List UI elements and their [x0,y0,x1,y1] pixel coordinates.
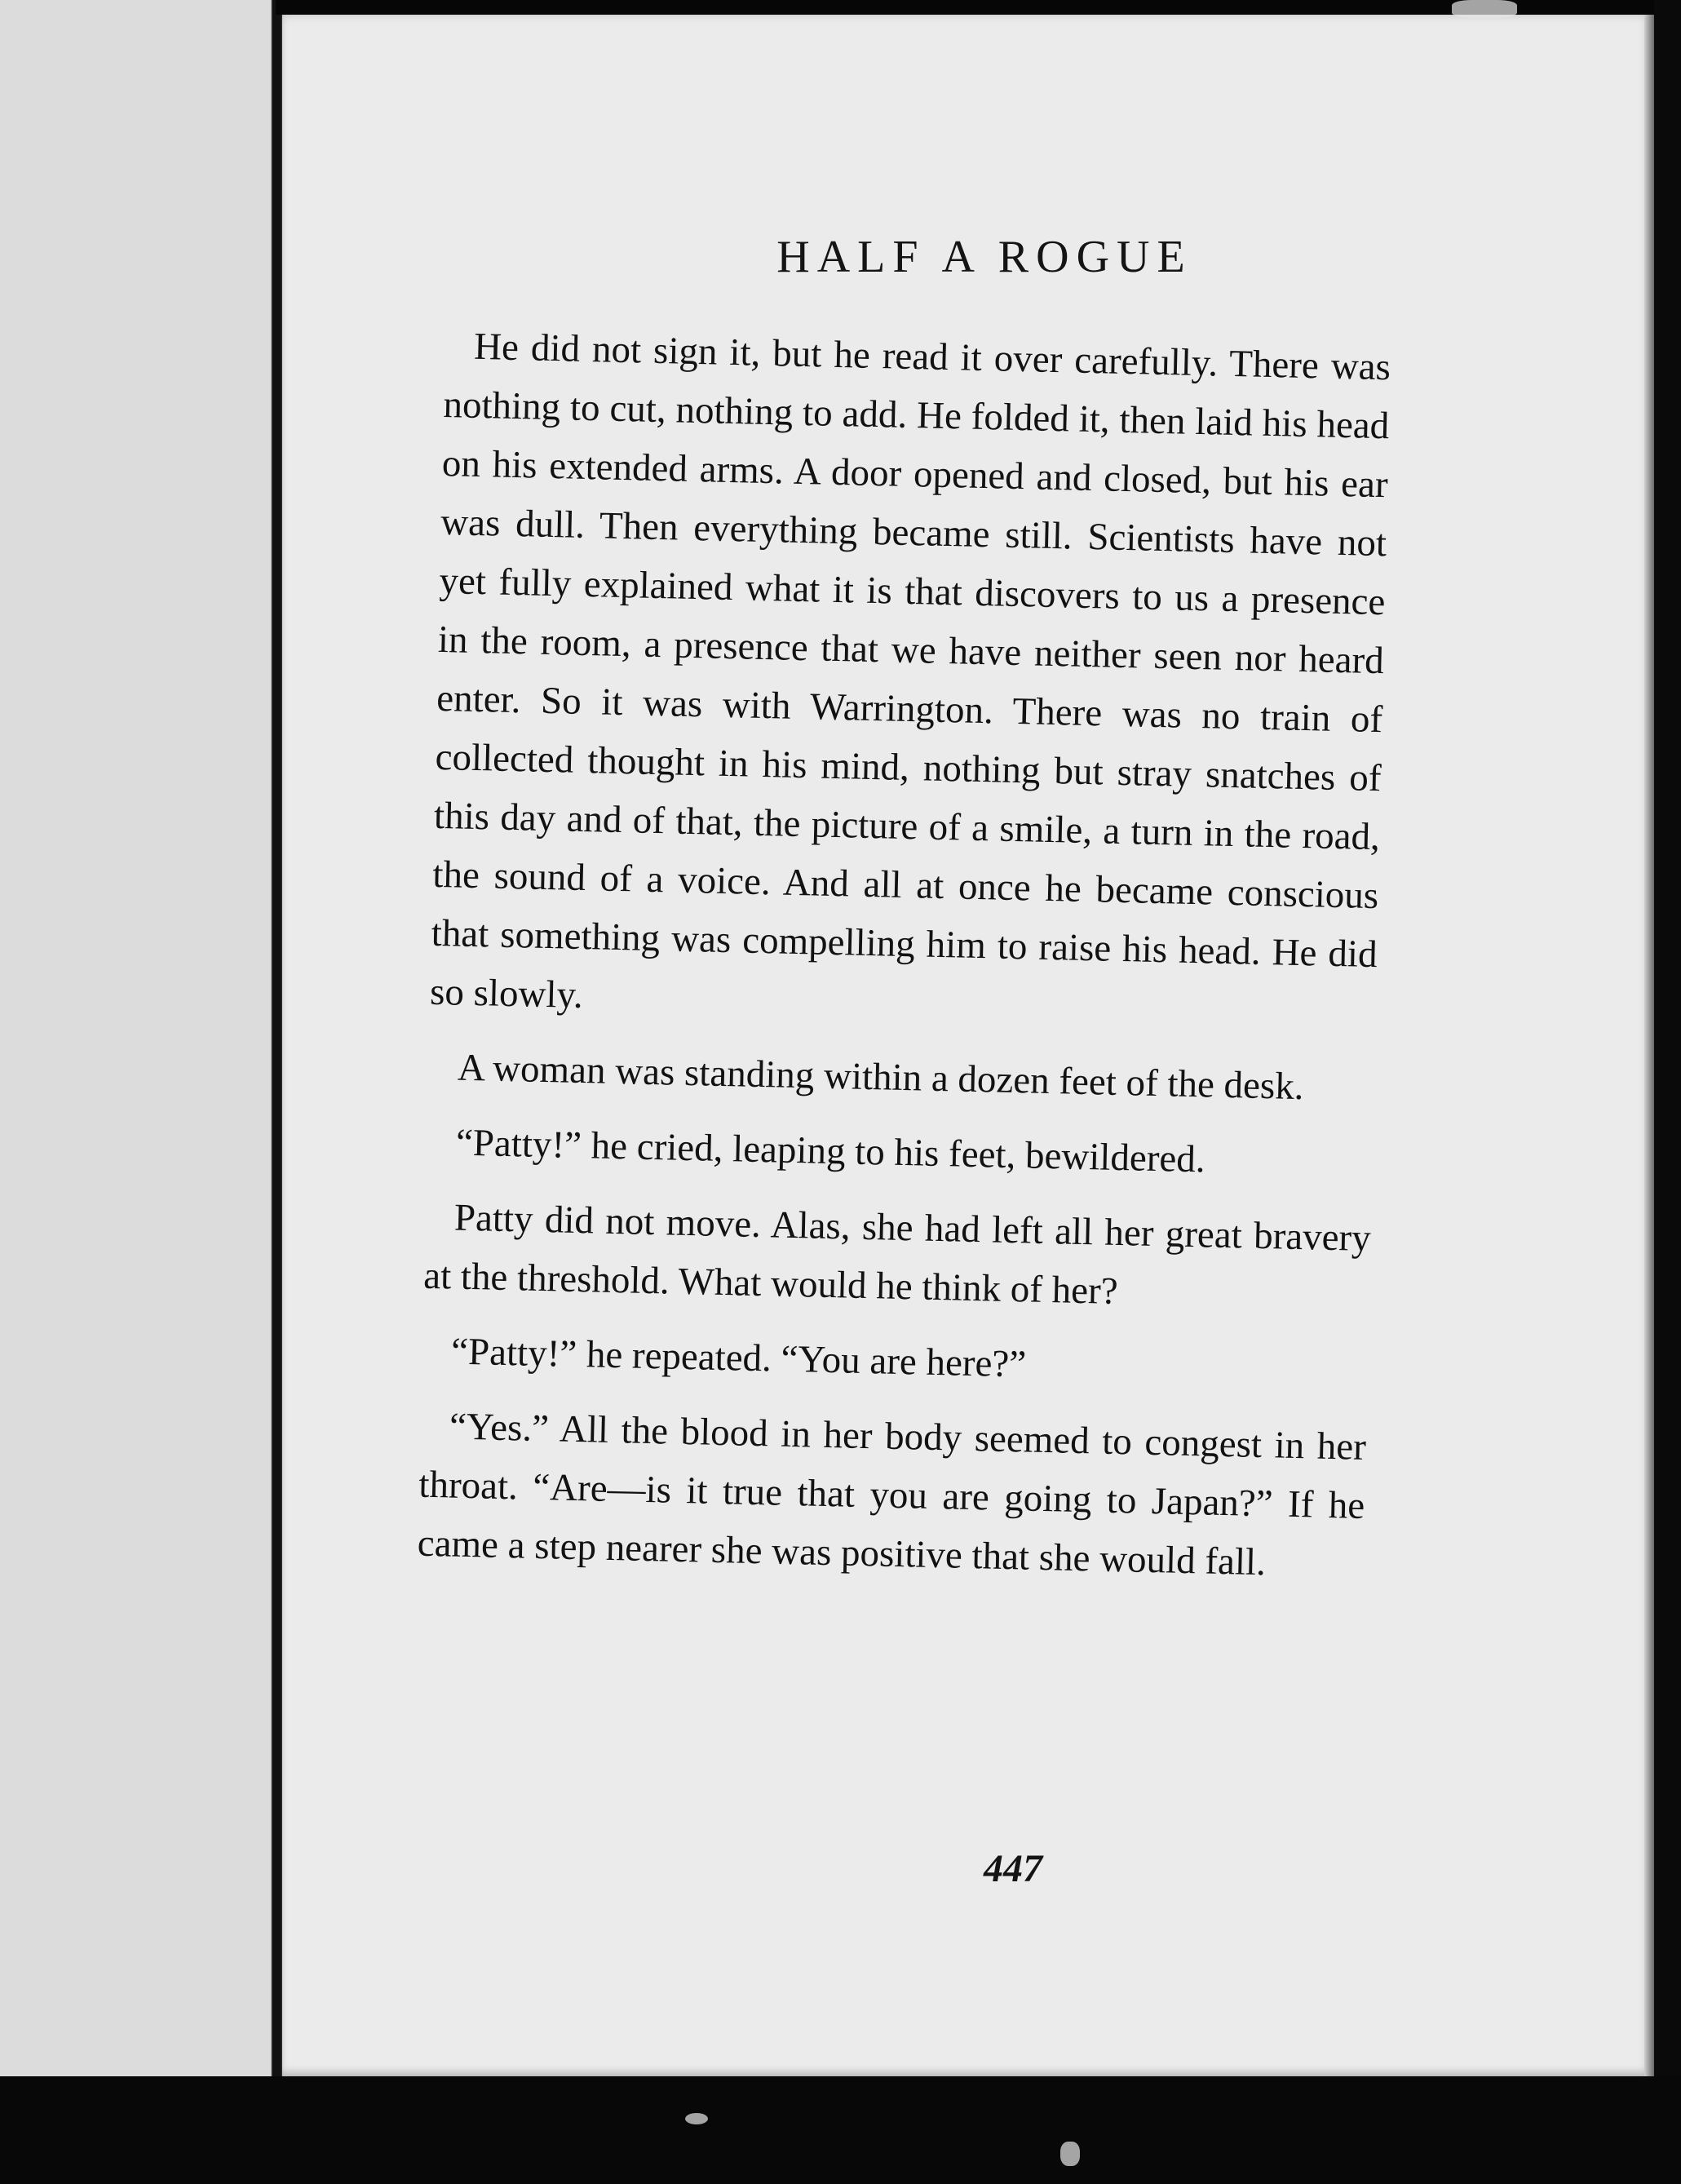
scan-background-right [1654,0,1681,2184]
page-edge-shadow [1644,15,1654,2076]
book-spine [222,0,282,2184]
scan-background-bottom [0,2076,1681,2184]
book-page [282,15,1654,2076]
paragraph: “Patty!” he cried, leaping to his feet, bewildered. [455,1121,1206,1181]
paragraph: “Patty!” he repeated. “You are here?” [450,1330,1027,1386]
scan-artifact [1060,2142,1080,2166]
paragraph: “Yes.” All the blood in her body seemed to congest in her throat. “Are—is it true that you are going to Japan?” If he came a step nearer she was positive that she would fall. [417,1405,1367,1584]
scan-artifact [685,2113,708,2124]
body-text [417,317,1391,1610]
running-head: HALF A ROGUE [776,232,1192,282]
paragraph: Patty did not move. Alas, she had left all her great bravery at the threshold. What would he think of her? [422,1196,1372,1314]
scan-artifact [1452,0,1517,18]
page-number: 447 [984,1847,1042,1890]
paragraph: He did not sign it, but he read it over carefully. There was nothing to cut, nothing to add. He folded it, then laid his head on his extended arms. A door opened and closed, but his ear was dull. Then everything became still. Scientists have not yet fully explained what it is that discovers to us a presence in the room, a presence that we have neither seen nor heard enter. So it was with Warrington. There was no train of collected thought in his mind, nothing but stray snatches of this day and of that, the picture of a smile, a turn in the road, the sound of a voice. And all at once he became conscious that something was compelling him to raise his head. He did so slowly. [429,325,1391,1017]
paragraph: A woman was standing within a dozen feet of the desk. [457,1046,1305,1109]
